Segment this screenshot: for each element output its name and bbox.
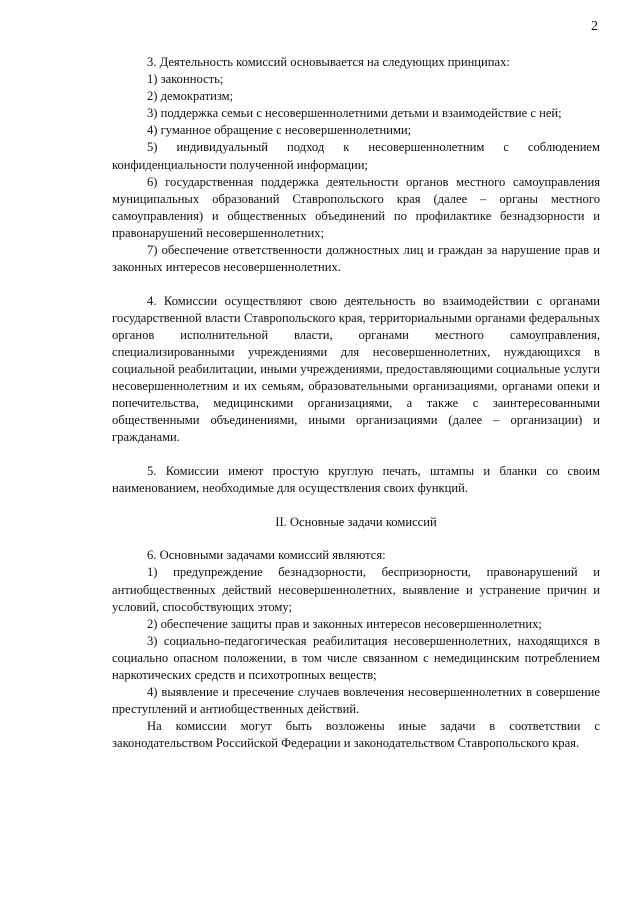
- other-tasks-paragraph: На комиссии могут быть возложены иные задачи в соответствии с законодательством Российской Федерации и законодательством Ставропольского края.: [112, 719, 600, 751]
- principle-2: 2) демократизм;: [147, 89, 234, 104]
- principle-1: 1) законность;: [147, 72, 224, 87]
- principle-3: 3) поддержка семьи с несовершеннолетними детьми и взаимодействие с ней;: [147, 106, 562, 121]
- task-3: 3) социально-педагогическая реабилитация несовершеннолетних, находящихся в социально опасном положении, в том числе связанном с немедицинским потреблением наркотических средств и психотропных веществ;: [112, 633, 600, 682]
- paragraph-5: 5. Комиссии имеют простую круглую печать, штампы и бланки со своим наименованием, необходимые для осуществления своих функций.: [112, 464, 600, 496]
- principle-5: 5) индивидуальный подход к несовершеннолетним с соблюдением конфиденциальности полученной информации;: [112, 140, 600, 172]
- task-1: 1) предупреждение безнадзорности, беспризорности, правонарушений и антиобщественных действий несовершеннолетних, выявление и устранение причин и условий, способствующих этому;: [112, 565, 600, 614]
- paragraph-6-intro: 6. Основными задачами комиссий являются:: [147, 548, 386, 563]
- task-2: 2) обеспечение защиты прав и законных интересов несовершеннолетних;: [147, 616, 542, 631]
- principle-4: 4) гуманное обращение с несовершеннолетними;: [147, 123, 412, 138]
- paragraph-3-intro: 3. Деятельность комиссий основывается на следующих принципах:: [147, 55, 510, 69]
- principle-7: 7) обеспечение ответственности должностных лиц и граждан за нарушение прав и законных интересов несовершеннолетних.: [112, 243, 600, 275]
- principle-6: 6) государственная поддержка деятельности органов местного самоуправления муниципальных образований Ставропольского края (далее – органы местного самоуправления) и общественных объединений по профилактике безнадзорности и правонарушений несовершеннолетних;: [112, 174, 600, 240]
- section-heading: II. Основные задачи комиссий: [275, 514, 437, 529]
- document-body: [112, 54, 600, 752]
- paragraph-4: 4. Комиссии осуществляют свою деятельность во взаимодействии с органами государственной власти Ставропольского края, территориальными органами федеральных органов исполнительной власти, органами местного самоуправления, специализированными учреждениями для несовершеннолетних, нуждающихся в социальной реабилитации, иными учреждениями, предоставляющими социальные услуги несовершеннолетним и их семьям, образовательными организациями, органами опеки и попечительства, медицинскими организациями, а также с заинтересованными общественными объединениями, иными организациями (далее – организации) и гражданами.: [112, 293, 600, 445]
- page-number: 2: [591, 19, 598, 34]
- task-4: 4) выявление и пресечение случаев вовлечения несовершеннолетних в совершение преступлений и антиобщественных действий.: [112, 685, 600, 717]
